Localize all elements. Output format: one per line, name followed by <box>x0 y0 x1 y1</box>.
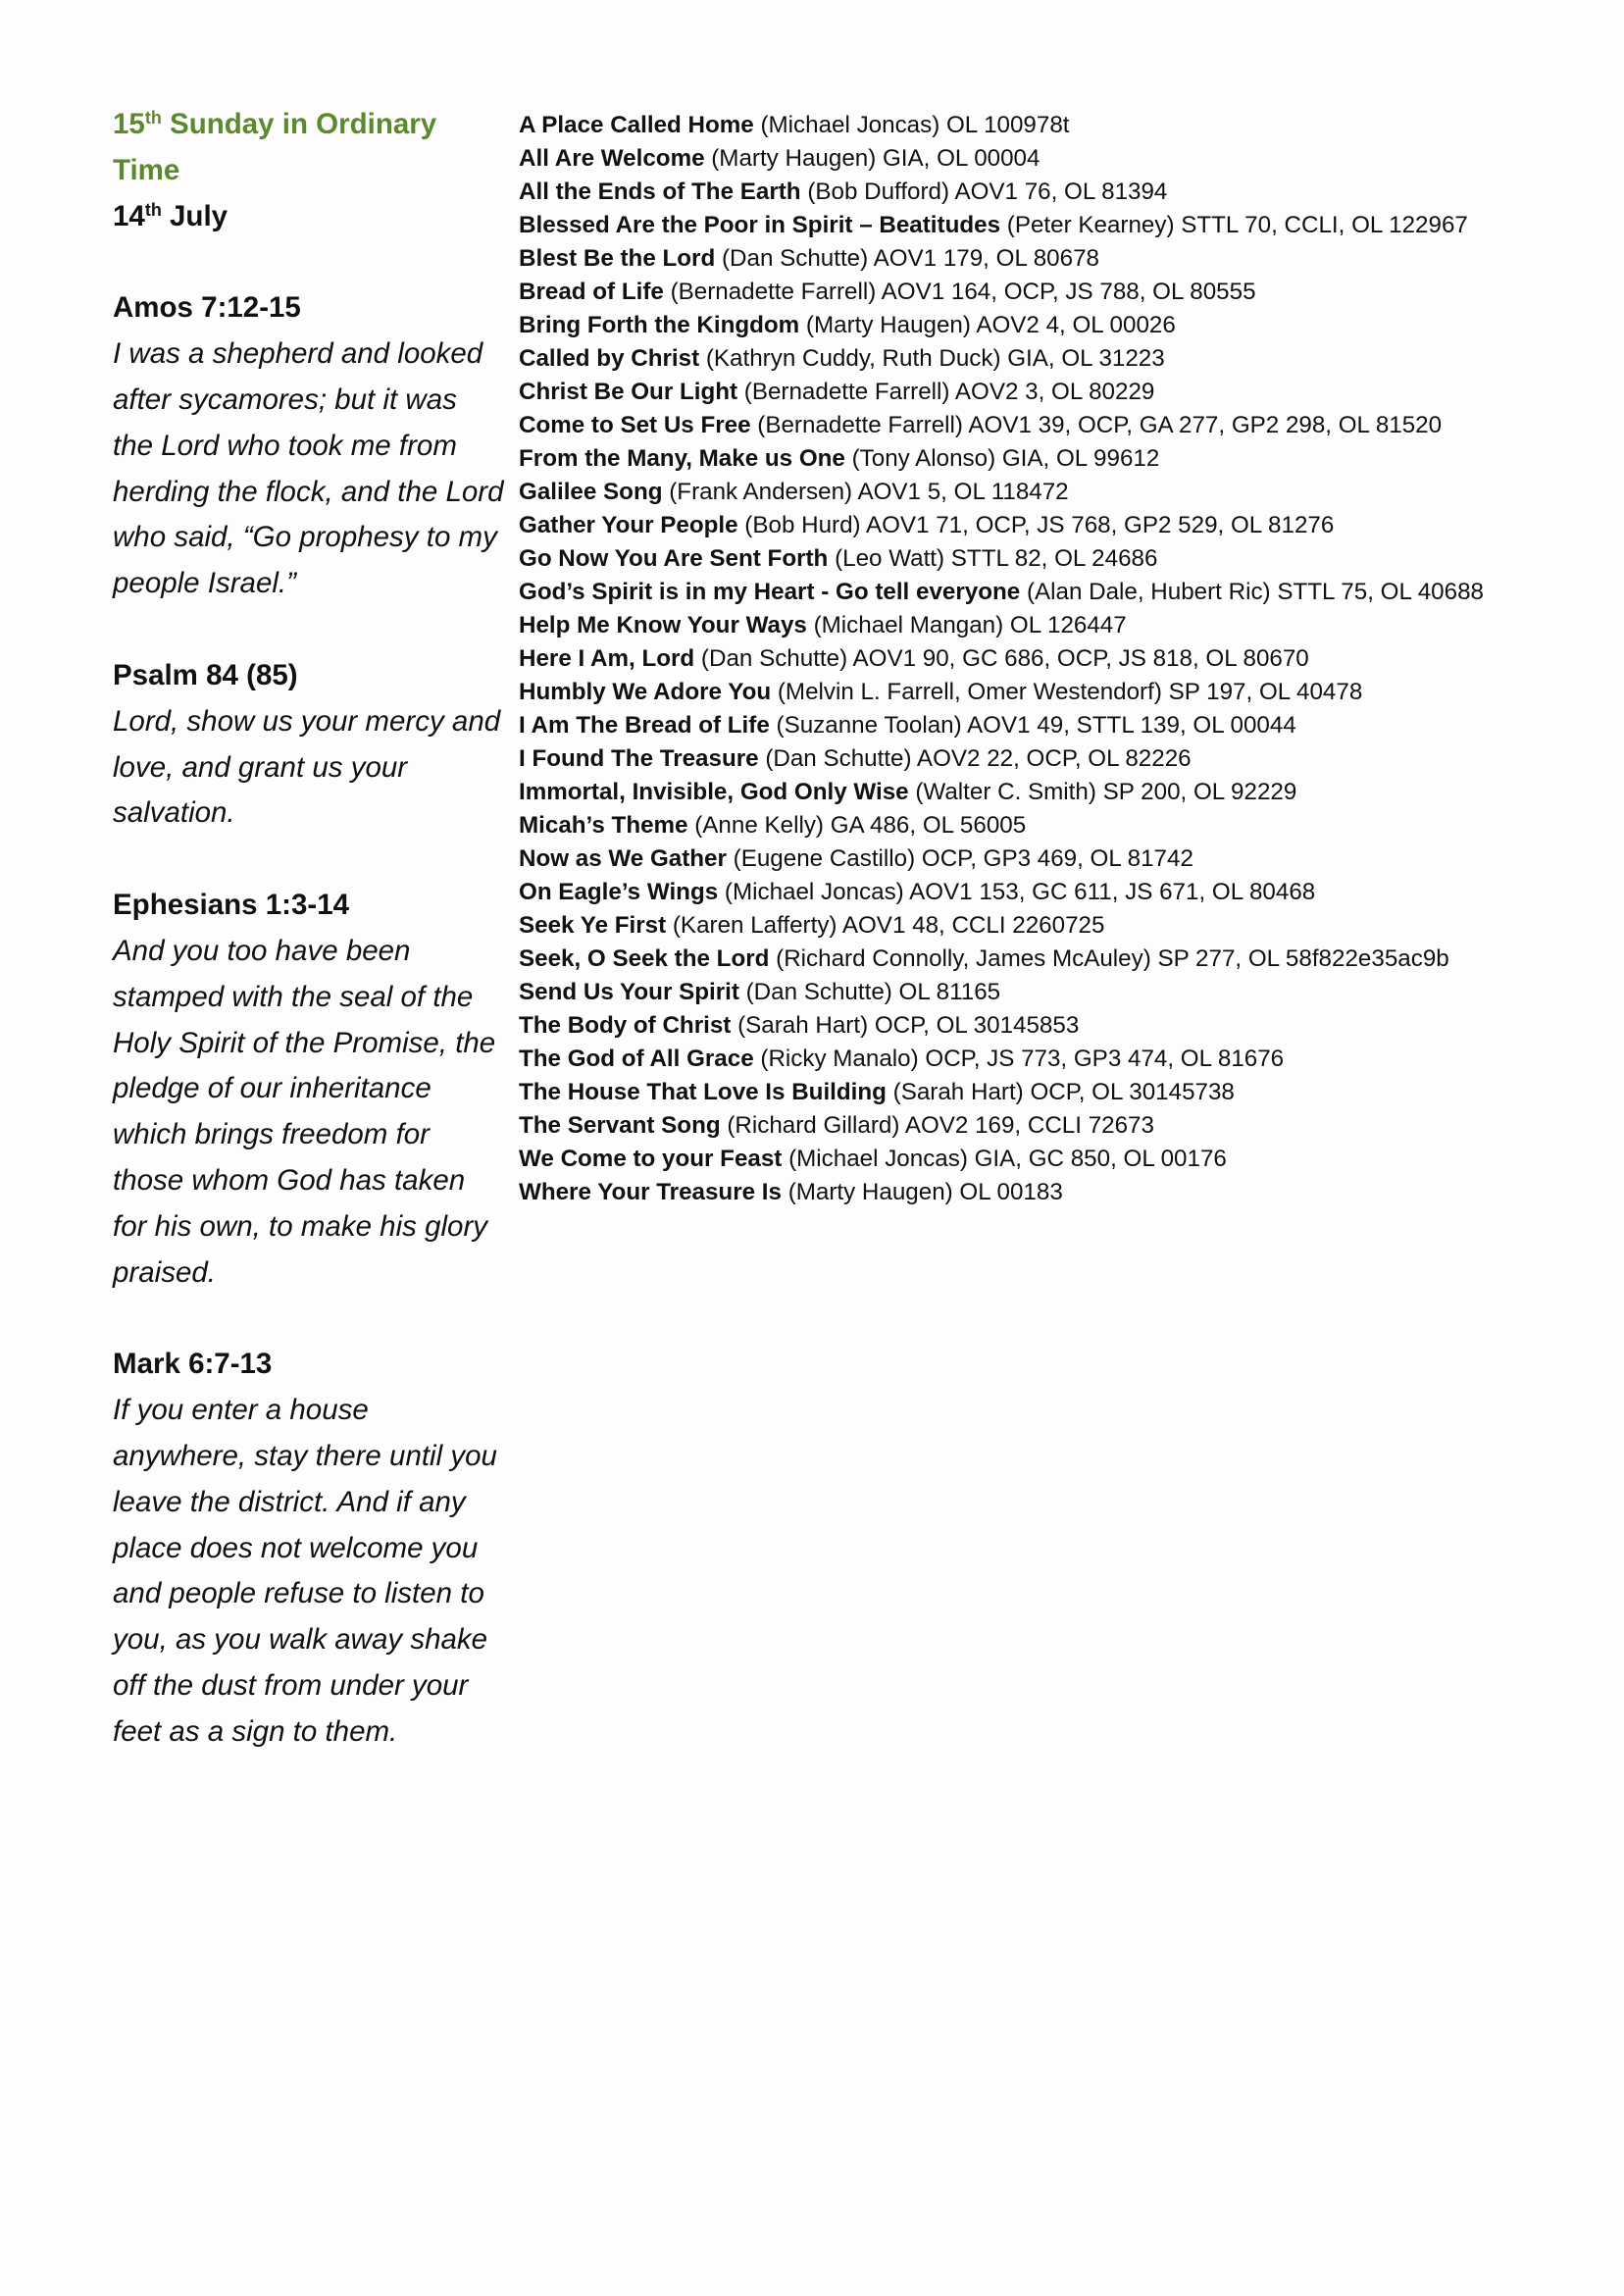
date-number: 14 <box>113 199 145 232</box>
song-title: All Are Welcome <box>519 145 705 172</box>
song-list-item <box>519 976 1607 1009</box>
song-title: All the Ends of The Earth <box>519 179 801 205</box>
song-title: The Servant Song <box>519 1112 721 1139</box>
song-list-item <box>519 776 1607 809</box>
reading-second <box>113 883 505 1296</box>
song-details: (Peter Kearney) STTL 70, CCLI, OL 122967 <box>1000 212 1468 238</box>
reading-text: If you enter a house anywhere, stay there until you leave the district. And if any place does not welcome you and people refuse to listen to you, as you walk away shake off the dust from under your feet as a sign to them. <box>113 1394 497 1748</box>
song-list-item <box>519 242 1607 276</box>
song-list-item <box>519 376 1607 409</box>
song-title: Help Me Know Your Ways <box>519 612 807 638</box>
page-date <box>113 194 505 240</box>
song-details: (Sarah Hart) OCP, OL 30145738 <box>886 1079 1235 1105</box>
song-list-item <box>519 309 1607 342</box>
song-title: Micah’s Theme <box>519 812 688 839</box>
song-list-item <box>519 476 1607 509</box>
song-details: (Michael Joncas) OL 100978t <box>753 112 1070 138</box>
song-title: Called by Christ <box>519 345 700 372</box>
song-list-item <box>519 1043 1607 1076</box>
song-details: (Suzanne Toolan) AOV1 49, STTL 139, OL 00044 <box>769 712 1296 739</box>
song-details: (Eugene Castillo) OCP, GP3 469, OL 81742 <box>726 845 1193 872</box>
song-details: (Kathryn Cuddy, Ruth Duck) GIA, OL 31223 <box>699 345 1165 372</box>
song-list-item <box>519 1009 1607 1043</box>
song-details: (Richard Gillard) AOV2 169, CCLI 72673 <box>720 1112 1154 1139</box>
song-list-item <box>519 943 1607 976</box>
song-details: (Dan Schutte) OL 81165 <box>738 979 1001 1005</box>
song-title: God’s Spirit is in my Heart - Go tell everyone <box>519 579 1021 605</box>
song-details: (Dan Schutte) AOV1 179, OL 80678 <box>715 245 1099 272</box>
song-list-item <box>519 576 1607 609</box>
song-details: (Leo Watt) STTL 82, OL 24686 <box>828 545 1158 572</box>
song-list <box>519 109 1607 1209</box>
song-list-item <box>519 209 1607 242</box>
song-list-item <box>519 842 1607 876</box>
song-list-item <box>519 742 1607 776</box>
song-list-item <box>519 1143 1607 1176</box>
song-details: (Melvin L. Farrell, Omer Westendorf) SP 197, OL 40478 <box>771 679 1363 705</box>
song-details: (Karen Lafferty) AOV1 48, CCLI 2260725 <box>666 912 1105 939</box>
song-title: Seek Ye First <box>519 912 667 939</box>
song-title: Immortal, Invisible, God Only Wise <box>519 779 909 805</box>
song-title: On Eagle’s Wings <box>519 879 719 905</box>
title-number: 15 <box>113 108 145 140</box>
song-title: Come to Set Us Free <box>519 412 751 438</box>
song-list-item <box>519 642 1607 676</box>
song-title: I Found The Treasure <box>519 745 759 772</box>
song-title: Now as We Gather <box>519 845 727 872</box>
title-text: Sunday in Ordinary Time <box>113 108 437 186</box>
song-list-item <box>519 142 1607 176</box>
song-details: (Frank Andersen) AOV1 5, OL 118472 <box>662 479 1069 505</box>
song-list-item <box>519 109 1607 142</box>
song-title: A Place Called Home <box>519 112 754 138</box>
reading-psalm <box>113 653 505 837</box>
song-title: Humbly We Adore You <box>519 679 772 705</box>
song-details: (Bernadette Farrell) AOV1 39, OCP, GA 277, GP2 298, OL 81520 <box>750 412 1443 438</box>
title-suffix: th <box>144 108 162 128</box>
song-details: (Marty Haugen) AOV2 4, OL 00026 <box>799 312 1176 338</box>
reading-text: Lord, show us your mercy and love, and grant us your salvation. <box>113 704 501 830</box>
song-details: (Sarah Hart) OCP, OL 30145853 <box>731 1012 1080 1039</box>
song-title: Go Now You Are Sent Forth <box>519 545 829 572</box>
date-text: July <box>161 199 228 232</box>
date-suffix: th <box>144 199 162 220</box>
song-title: From the Many, Make us One <box>519 445 845 472</box>
song-title: Blest Be the Lord <box>519 245 716 272</box>
song-list-item <box>519 509 1607 542</box>
reading-text: And you too have been stamped with the seal of the Holy Spirit of the Promise, the pledge of our inheritance which brings freedom for those whom God has taken for his own, to make his glory praised. <box>113 934 496 1289</box>
song-title: Bring Forth the Kingdom <box>519 312 800 338</box>
page-title <box>113 102 505 194</box>
song-details: (Tony Alonso) GIA, OL 99612 <box>844 445 1160 472</box>
song-list-item <box>519 542 1607 576</box>
song-list-item <box>519 409 1607 442</box>
song-list-item <box>519 276 1607 309</box>
song-list-item <box>519 676 1607 709</box>
song-title: Bread of Life <box>519 279 664 305</box>
song-list-item <box>519 442 1607 476</box>
song-list-item <box>519 809 1607 842</box>
song-list-item <box>519 709 1607 742</box>
song-title: The Body of Christ <box>519 1012 732 1039</box>
song-details: (Michael Joncas) AOV1 153, GC 611, JS 671, OL 80468 <box>718 879 1316 905</box>
song-details: (Dan Schutte) AOV2 22, OCP, OL 82226 <box>758 745 1192 772</box>
reading-reference: Mark 6:7-13 <box>113 1348 273 1381</box>
reading-gospel <box>113 1342 505 1755</box>
song-list-item <box>519 176 1607 209</box>
song-title: Galilee Song <box>519 479 663 505</box>
song-details: (Michael Joncas) GIA, GC 850, OL 00176 <box>782 1146 1227 1172</box>
song-details: (Marty Haugen) GIA, OL 00004 <box>704 145 1040 172</box>
song-details: (Ricky Manalo) OCP, JS 773, GP3 474, OL 81676 <box>753 1046 1285 1072</box>
song-details: (Marty Haugen) OL 00183 <box>781 1179 1063 1205</box>
song-title: I Am The Bread of Life <box>519 712 770 739</box>
song-details: (Bernadette Farrell) AOV2 3, OL 80229 <box>737 379 1155 405</box>
song-details: (Bob Hurd) AOV1 71, OCP, JS 768, GP2 529, OL 81276 <box>737 512 1335 538</box>
song-details: (Walter C. Smith) SP 200, OL 92229 <box>908 779 1297 805</box>
reading-text: I was a shepherd and looked after sycamores; but it was the Lord who took me from herding the flock, and the Lord who said, “Go prophesy to my people Israel.” <box>113 337 504 600</box>
song-details: (Alan Dale, Hubert Ric) STTL 75, OL 40688 <box>1020 579 1484 605</box>
song-details: (Bernadette Farrell) AOV1 164, OCP, JS 788, OL 80555 <box>663 279 1256 305</box>
song-details: (Anne Kelly) GA 486, OL 56005 <box>687 812 1027 839</box>
song-list-item <box>519 876 1607 909</box>
song-list-item <box>519 609 1607 642</box>
song-title: Christ Be Our Light <box>519 379 738 405</box>
song-title: We Come to your Feast <box>519 1146 783 1172</box>
reading-reference: Psalm 84 (85) <box>113 658 298 691</box>
song-title: Seek, O Seek the Lord <box>519 945 770 972</box>
song-list-item <box>519 1076 1607 1109</box>
song-title: Gather Your People <box>519 512 738 538</box>
song-title: The God of All Grace <box>519 1046 754 1072</box>
reading-reference: Amos 7:12-15 <box>113 291 301 325</box>
song-list-item <box>519 909 1607 943</box>
song-details: (Bob Dufford) AOV1 76, OL 81394 <box>800 179 1168 205</box>
song-list-item <box>519 1176 1607 1209</box>
song-list-item <box>519 342 1607 376</box>
song-title: Send Us Your Spirit <box>519 979 739 1005</box>
song-list-item <box>519 1109 1607 1143</box>
song-title: Where Your Treasure Is <box>519 1179 782 1205</box>
readings-column <box>113 102 505 1756</box>
song-details: (Michael Mangan) OL 126447 <box>806 612 1127 638</box>
song-title: The House That Love Is Building <box>519 1079 887 1105</box>
reading-reference: Ephesians 1:3-14 <box>113 889 350 922</box>
reading-first <box>113 285 505 607</box>
song-details: (Richard Connolly, James McAuley) SP 277, OL 58f822e35ac9b <box>769 945 1449 972</box>
song-details: (Dan Schutte) AOV1 90, GC 686, OCP, JS 818, OL 80670 <box>694 645 1309 672</box>
song-title: Blessed Are the Poor in Spirit – Beatitudes <box>519 212 1001 238</box>
song-title: Here I Am, Lord <box>519 645 695 672</box>
